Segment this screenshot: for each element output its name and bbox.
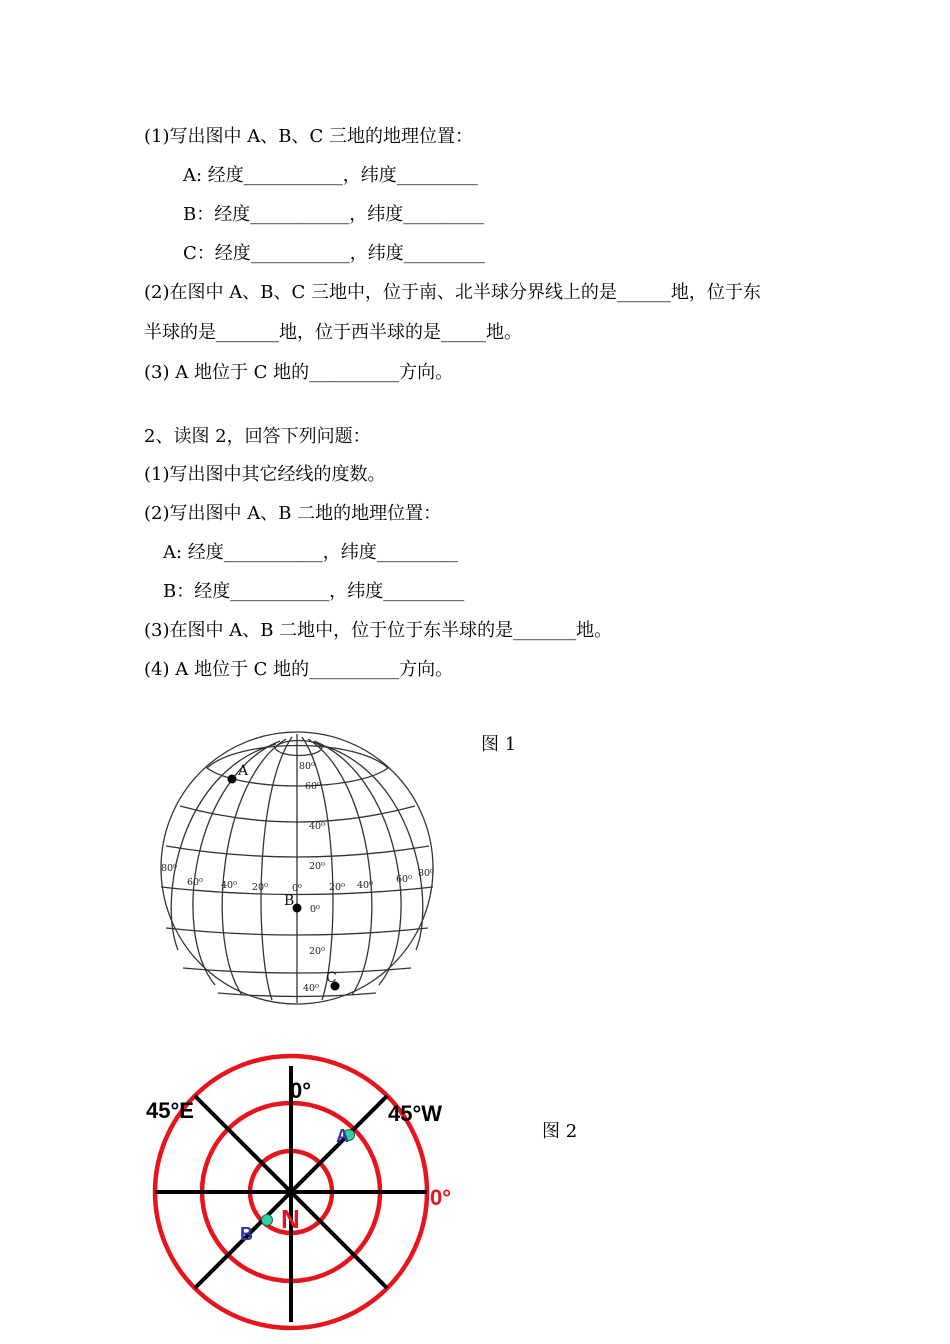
figure2-caption: 图 2	[542, 1121, 578, 1142]
figure1-globe	[152, 724, 442, 1014]
q1-point-c-blank: C：经度___________，纬度_________	[183, 243, 485, 264]
label-45w: 45°W	[388, 1101, 443, 1126]
polar-point-a-label: A	[336, 1126, 349, 1146]
figure2-polar-map	[140, 1064, 470, 1344]
lon-label-80w: 80⁰	[161, 863, 177, 874]
q1-point-b-blank: B：经度___________，纬度_________	[183, 204, 485, 225]
lat-label-20s: 20⁰	[309, 946, 325, 957]
lon-label-20w: 20⁰	[252, 882, 268, 893]
point-c-label: C	[326, 970, 337, 986]
q2-part3: (3)在图中 A、B 二地中，位于位于东半球的是_______地。	[144, 620, 613, 641]
lat-label-60n: 60⁰	[305, 781, 321, 792]
q1-part1: (1)写出图中 A、B、C 三地的地理位置：	[144, 126, 473, 147]
polar-point-b-label: B	[240, 1224, 253, 1244]
q2-part4: (4) A 地位于 C 地的__________方向。	[144, 659, 454, 680]
point-a-label: A	[238, 763, 249, 779]
meridian-60w	[193, 741, 280, 985]
meridian-80w	[171, 744, 276, 950]
lon-label-60e: 60⁰	[396, 874, 412, 885]
q2-part1: (1)写出图中其它经线的度数。	[144, 464, 386, 485]
q2-point-a-blank: A: 经度___________，纬度_________	[163, 542, 458, 563]
meridian-80e	[318, 744, 423, 950]
lon-label-20e: 20⁰	[329, 882, 345, 893]
point-a-marker	[228, 775, 237, 784]
meridian-20w	[261, 737, 295, 1000]
lon-label-40w: 40⁰	[221, 880, 237, 891]
meridian-60e	[314, 741, 401, 985]
lon-label-40e: 40⁰	[357, 880, 373, 891]
lat-label-20n: 20⁰	[309, 861, 325, 872]
lat-label-80n: 80⁰	[299, 761, 315, 772]
latitude-80n-ring	[275, 741, 322, 756]
label-45e: 45°E	[146, 1098, 194, 1123]
q2-point-b-blank: B：经度___________，纬度_________	[163, 581, 465, 602]
lon-label-0: 0⁰	[292, 883, 302, 894]
lat-label-40n: 40⁰	[309, 821, 325, 832]
q1-point-a-blank: A: 经度___________，纬度_________	[183, 165, 478, 186]
q1-part2-line1: (2)在图中 A、B、C 三地中，位于南、北半球分界线上的是______地，位于东	[144, 282, 761, 303]
q1-part3: (3) A 地位于 C 地的__________方向。	[144, 362, 454, 383]
lon-label-60w: 60⁰	[187, 877, 203, 888]
lon-label-80e: 80⁰	[418, 868, 434, 879]
lat-label-40s: 40⁰	[303, 983, 319, 994]
polar-point-b-marker	[262, 1215, 273, 1226]
figure1-caption: 图 1	[481, 734, 517, 755]
label-right-0: 0°	[430, 1185, 452, 1210]
q2-title: 2、读图 2，回答下列问题：	[144, 426, 371, 447]
q2-part2: (2)写出图中 A、B 二地的地理位置：	[144, 503, 442, 524]
point-b-label: B	[284, 893, 295, 909]
label-pole-n: N	[281, 1204, 300, 1234]
label-top-0: 0°	[290, 1078, 312, 1103]
lat-label-0: 0⁰	[310, 904, 320, 915]
q1-part2-line2: 半球的是_______地，位于西半球的是_____地。	[144, 322, 522, 343]
